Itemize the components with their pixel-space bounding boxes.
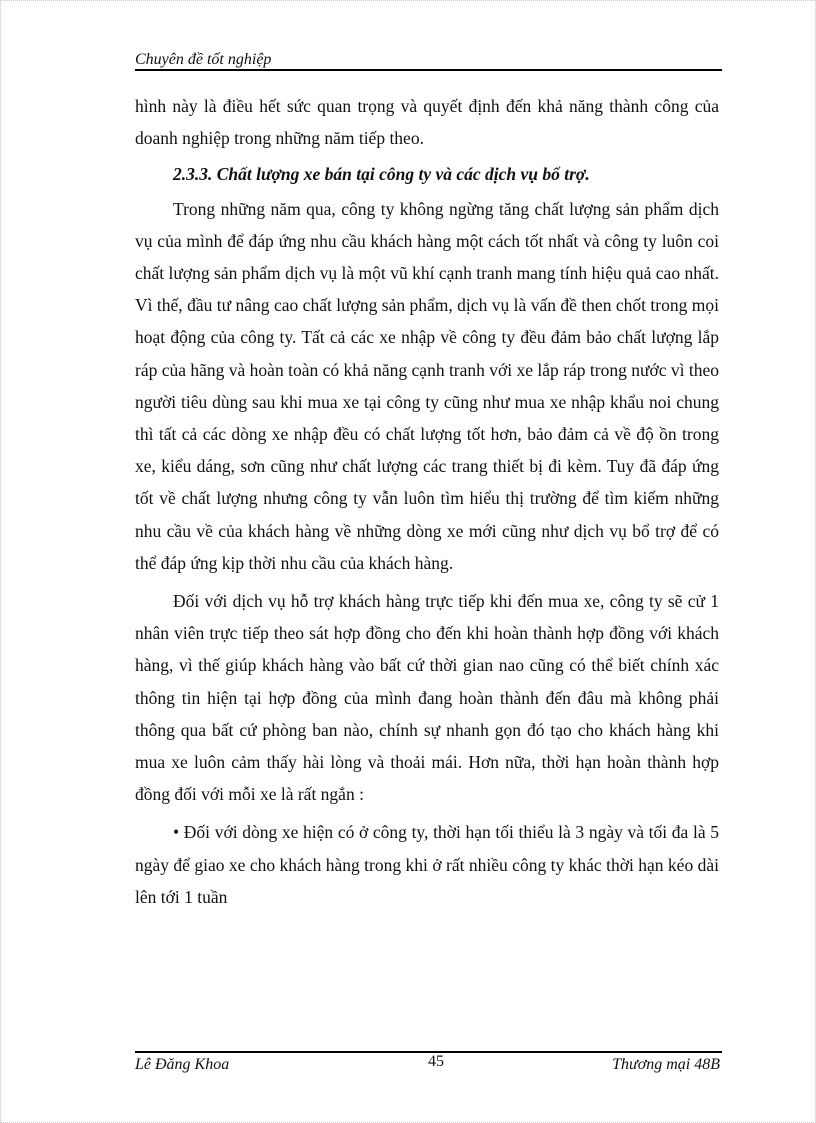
footer-class: Thương mại 48B — [612, 1056, 720, 1073]
bullet-text: Đối với dòng xe hiện có ở công ty, thời hạn tối thiểu là 3 ngày và tối đa là 5 ngày để giao xe cho khách hàng trong khi ở rất nhiều công ty khác thời hạn kéo dài lên tới 1 tuần — [135, 822, 719, 907]
page-number: 45 — [428, 1053, 444, 1070]
footer-author: Lê Đăng Khoa — [135, 1056, 230, 1073]
section-heading: 2.3.3. Chất lượng xe bán tại công ty và các dịch vụ bổ trợ. — [173, 164, 590, 185]
paragraph-support-service: Đối với dịch vụ hỗ trợ khách hàng trực tiếp khi đến mua xe, công ty sẽ cử 1 nhân viên trực tiếp theo sát hợp đồng cho đến khi hoàn thành hợp đồng với khách hàng, vì thế giúp khách hàng vào bất cứ thời gian nao cũng có thể biết chính xác thông tin hiện tại hợp đồng của mình đang hoàn thành đến đâu mà không phải thông qua bất cứ phòng ban nào, chính sự nhanh gọn đó tạo cho khách hàng khi mua xe luôn cảm thấy hài lòng và thoải mái. Hơn nữa, thời hạn hoàn thành hợp đồng đối với mỗi xe là rất ngắn : — [135, 591, 719, 805]
bullet-icon: • — [173, 822, 180, 843]
intro-paragraph: hình này là điều hết sức quan trọng và quyết định đến khả năng thành công của doanh nghiệp trong những năm tiếp theo. — [135, 96, 719, 149]
paragraph-quality: Trong những năm qua, công ty không ngừng tăng chất lượng sản phẩm dịch vụ của mình để đáp ứng nhu cầu khách hàng một cách tốt nhất và công ty luôn coi chất lượng sản phẩm dịch vụ là một vũ khí cạnh tranh mang tính hiệu quả cao nhất. Vì thế, đầu tư nâng cao chất lượng sản phẩm, dịch vụ là vấn đề then chốt trong mọi hoạt động của công ty. Tất cả các xe nhập về công ty đều đảm bảo chất lượng lắp ráp của hãng và hoàn toàn có khả năng cạnh tranh với xe lắp ráp trong nước vì theo người tiêu dùng sau khi mua xe tại công ty cũng như mua xe nhập khẩu noi chung thì tất cả các dòng xe nhập đều có chất lượng tốt hơn, bảo đảm cả về độ ồn trong xe, kiểu dáng, sơn cũng như chất lượng các trang thiết bị đi kèm. Tuy đã đáp ứng tốt về chất lượng nhưng công ty vẫn luôn tìm hiểu thị trường để tìm kiếm những nhu cầu về của khách hàng về những dòng xe mới cũng như dịch vụ bổ trợ để có thể đáp ứng kịp thời nhu cầu của khách hàng. — [135, 198, 719, 573]
bullet-item — [135, 816, 719, 913]
document-body — [135, 90, 719, 913]
header-rule — [135, 69, 722, 71]
page-header: Chuyên đề tốt nghiệp — [135, 51, 272, 68]
